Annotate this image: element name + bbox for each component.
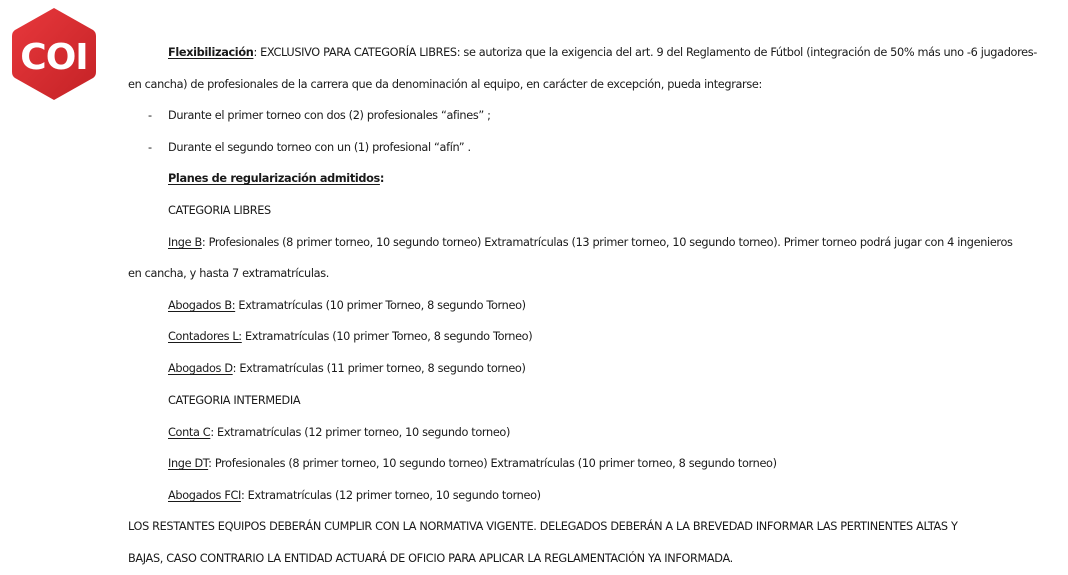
category-intermedia: CATEGORIA INTERMEDIA [168,394,301,407]
plan-inge-b-cont: en cancha, y hasta 7 extramatrículas. [128,267,329,280]
team-name: Conta C [168,426,211,439]
bullet-text: Durante el segundo torneo con un (1) profesional “afín” . [168,141,471,154]
bullet-item [148,108,491,124]
bullet-dash: - [148,109,152,122]
bullet-item [148,140,471,156]
footer-line-1: LOS RESTANTES EQUIPOS DEBERÁN CUMPLIR CON LA NORMATIVA VIGENTE. DELEGADOS DEBERÁN A LA BREVEDAD INFORMAR LAS PERTINENTES ALTAS Y [128,520,958,533]
plan-abogados-d: Abogados D: Extramatrículas (11 primer torneo, 8 segundo torneo) [168,362,526,375]
category-libres: CATEGORIA LIBRES [168,204,271,217]
bullet-dash: - [148,141,152,154]
flexibilizacion-label: Flexibilización [168,46,254,59]
bullet-text: Durante el primer torneo con dos (2) profesionales “afines” ; [168,109,491,122]
team-name: Contadores L: [168,330,242,343]
plan-contadores-l: Contadores L: Extramatrículas (10 primer Torneo, 8 segundo Torneo) [168,330,533,343]
flexibilizacion-line-2: en cancha) de profesionales de la carrera que da denominación al equipo, en carácter de excepción, pueda integrarse: [128,78,762,91]
plan-abogados-b: Abogados B: Extramatrículas (10 primer Torneo, 8 segundo Torneo) [168,299,526,312]
coi-logo [11,6,97,102]
team-name: Abogados B: [168,299,236,312]
logo-text: COI [20,37,88,78]
flexibilizacion-text: : EXCLUSIVO PARA CATEGORÍA LIBRES: se autoriza que la exigencia del art. 9 del Reglamento de Fútbol (integración de 50% más uno -6 jugadores- [253,46,1037,59]
plan-inge-dt: Inge DT: Profesionales (8 primer torneo, 10 segundo torneo) Extramatrículas (10 primer torneo, 8 segundo torneo) [168,457,777,470]
plan-abogados-fci: Abogados FCI: Extramatrículas (12 primer torneo, 10 segundo torneo) [168,489,541,502]
team-name: Abogados FCI [168,489,241,502]
team-name: Inge B [168,236,202,249]
plans-heading: Planes de regularización admitidos: [168,172,385,185]
plan-conta-c: Conta C: Extramatrículas (12 primer torneo, 10 segundo torneo) [168,426,511,439]
team-name: Inge DT [168,457,209,470]
team-name: Abogados D [168,362,233,375]
flexibilizacion-line-1 [168,45,1037,61]
footer-line-2: BAJAS, CASO CONTRARIO LA ENTIDAD ACTUARÁ DE OFICIO PARA APLICAR LA REGLAMENTACIÓN YA INFORMADA. [128,552,733,565]
plan-inge-b: Inge B: Profesionales (8 primer torneo, 10 segundo torneo) Extramatrículas (13 primer torneo, 10 segundo torneo). Primer torneo podrá jugar con 4 ingenieros [168,236,1013,249]
